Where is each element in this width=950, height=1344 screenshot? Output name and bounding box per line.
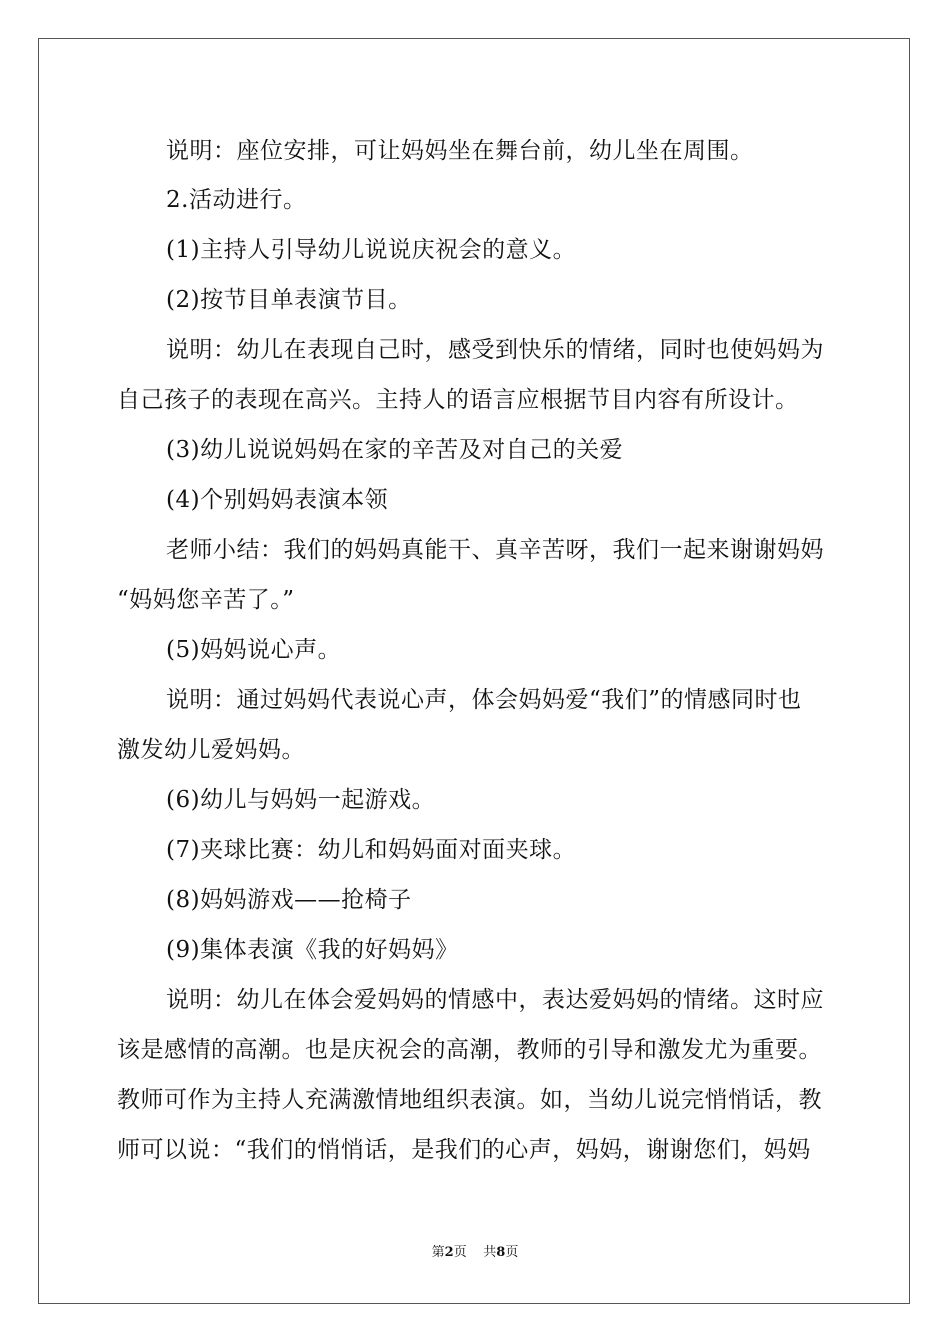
- paragraph-line: (1)主持人引导幼儿说说庆祝会的意义。: [166, 237, 577, 263]
- paragraph-line: “妈妈您辛苦了。”: [117, 587, 295, 613]
- paragraph-line: (9)集体表演《我的好妈妈》: [166, 937, 459, 963]
- paragraph-line: 自己孩子的表现在高兴。主持人的语言应根据节目内容有所设计。: [117, 387, 799, 413]
- paragraph-line: 2.活动进行。: [166, 187, 307, 213]
- total-prefix: 共: [483, 1245, 497, 1260]
- paragraph-line: (2)按节目单表演节目。: [166, 287, 412, 313]
- paragraph-line: 老师小结：我们的妈妈真能干、真辛苦呀，我们一起来谢谢妈妈: [166, 537, 824, 563]
- paragraph-line: 说明：幼儿在表现自己时，感受到快乐的情绪，同时也使妈妈为: [166, 337, 824, 363]
- paragraph-line: 说明：座位安排，可让妈妈坐在舞台前，幼儿坐在周围。: [166, 138, 754, 164]
- paragraph-line: 该是感情的高潮。也是庆祝会的高潮，教师的引导和激发尤为重要。: [117, 1037, 822, 1063]
- page-footer: [0, 1244, 950, 1262]
- paragraph-line: 说明：幼儿在体会爱妈妈的情感中，表达爱妈妈的情绪。这时应: [166, 987, 824, 1013]
- paragraph-line: 教师可作为主持人充满激情地组织表演。如，当幼儿说完悄悄话，教: [117, 1087, 822, 1113]
- paragraph-line: (8)妈妈游戏——抢椅子: [166, 887, 412, 913]
- paragraph-line: (5)妈妈说心声。: [166, 637, 342, 663]
- page-number: 2: [444, 1245, 454, 1260]
- paragraph-line: 激发幼儿爱妈妈。: [117, 737, 305, 763]
- paragraph-line: (3)幼儿说说妈妈在家的辛苦及对自己的关爱: [166, 437, 624, 463]
- paragraph-line: 说明：通过妈妈代表说心声，体会妈妈爱“我们”的情感同时也: [166, 687, 802, 713]
- paragraph-line: (7)夹球比赛：幼儿和妈妈面对面夹球。: [166, 837, 577, 863]
- paragraph-line: 师可以说：“我们的悄悄话，是我们的心声，妈妈，谢谢您们，妈妈: [117, 1137, 811, 1163]
- page-prefix: 第: [431, 1245, 445, 1260]
- page-suffix: 页: [453, 1245, 467, 1260]
- paragraph-line: (4)个别妈妈表演本领: [166, 487, 389, 513]
- paragraph-line: (6)幼儿与妈妈一起游戏。: [166, 787, 436, 813]
- total-suffix: 页: [505, 1245, 519, 1260]
- total-pages: 8: [496, 1245, 506, 1260]
